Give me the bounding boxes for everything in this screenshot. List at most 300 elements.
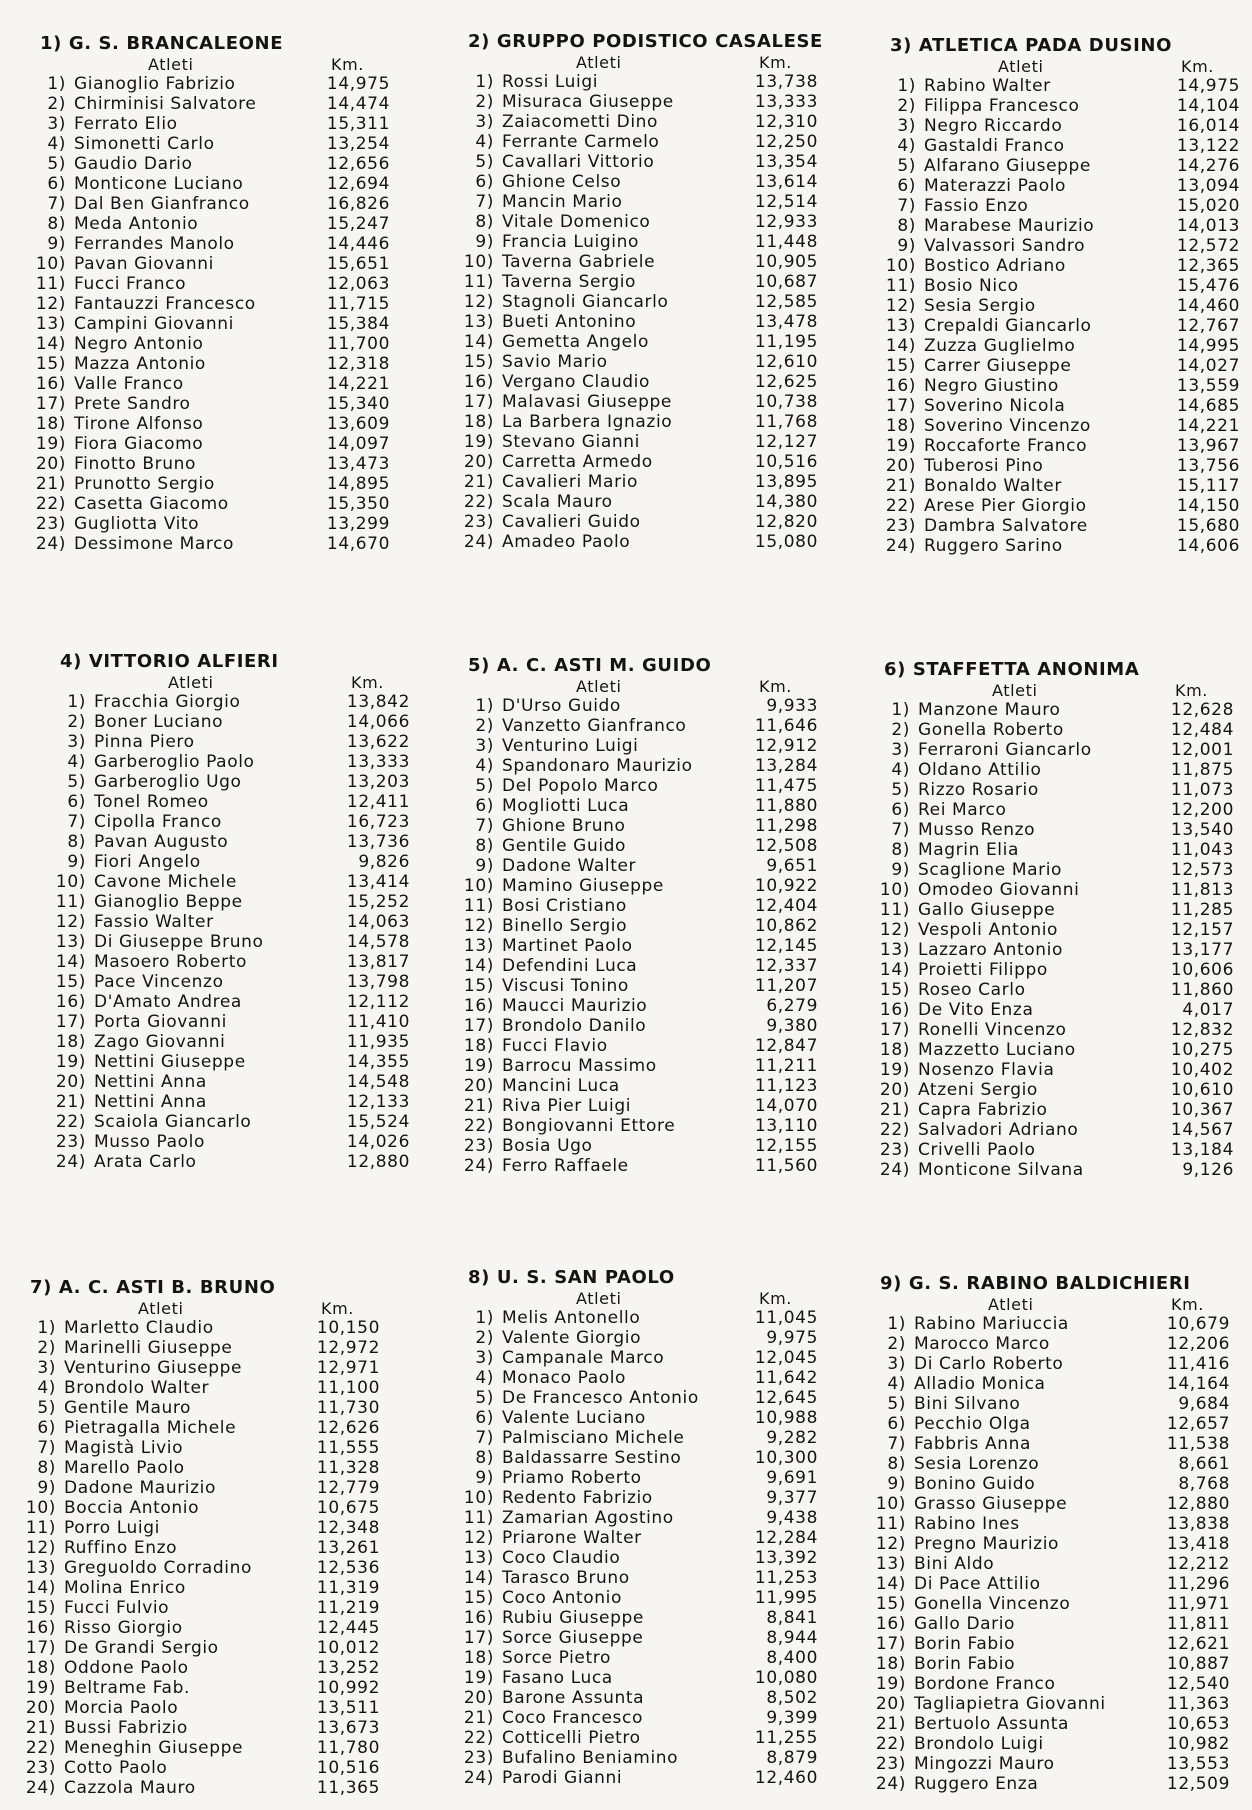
athlete-km: 12,832: [1170, 1020, 1234, 1040]
athlete-km: 13,673: [316, 1718, 380, 1738]
athlete-rank: 20): [879, 1080, 910, 1100]
athlete-name: Di Giuseppe Bruno: [94, 932, 264, 952]
athlete-name: Mazzetto Luciano: [918, 1040, 1076, 1060]
athlete-row: [880, 476, 1250, 496]
athlete-km: 12,348: [316, 1518, 380, 1538]
athlete-rank: 3): [475, 1348, 494, 1368]
athlete-rank: 9): [897, 236, 916, 256]
athlete-name: Musso Renzo: [918, 820, 1036, 840]
athlete-km: 11,073: [1170, 780, 1234, 800]
athlete-name: Pinna Piero: [94, 732, 195, 752]
athlete-km: 12,820: [754, 512, 818, 532]
athlete-row: [20, 1318, 390, 1338]
athlete-km: 9,282: [766, 1428, 818, 1448]
athlete-rank: 24): [463, 1768, 494, 1788]
athlete-name: Mamino Giuseppe: [502, 876, 664, 896]
athlete-row: [50, 1012, 420, 1032]
athlete-name: Ferraroni Giancarlo: [918, 740, 1092, 760]
athlete-rank: 7): [475, 192, 494, 212]
athlete-name: Mancin Mario: [502, 192, 623, 212]
athlete-km: 12,573: [1170, 860, 1234, 880]
athlete-row: [880, 296, 1250, 316]
athlete-name: Ruggero Sarino: [924, 536, 1063, 556]
athlete-km: 11,538: [1166, 1434, 1230, 1454]
athlete-km: 12,625: [754, 372, 818, 392]
athlete-km: 12,626: [316, 1418, 380, 1438]
athlete-name: Vergano Claudio: [502, 372, 650, 392]
athlete-name: Fassio Walter: [94, 912, 214, 932]
athlete-row: [458, 1348, 828, 1368]
athlete-km: 10,738: [754, 392, 818, 412]
athlete-rank: 18): [885, 416, 916, 436]
athlete-row: [880, 436, 1250, 456]
athlete-km: 13,333: [754, 92, 818, 112]
athlete-rank: 11): [885, 276, 916, 296]
athlete-rank: 21): [463, 1096, 494, 1116]
athlete-km: 9,651: [766, 856, 818, 876]
athlete-rank: 1): [887, 1314, 906, 1334]
athlete-name: Roseo Carlo: [918, 980, 1026, 1000]
athlete-rank: 6): [475, 1408, 494, 1428]
athlete-name: Carretta Armedo: [502, 452, 653, 472]
athlete-km: 11,555: [316, 1438, 380, 1458]
athlete-name: Ferrato Elio: [74, 114, 178, 134]
athlete-rank: 22): [463, 1116, 494, 1136]
athletes-column-header: Atleti: [992, 681, 1038, 700]
athlete-rank: 7): [887, 1434, 906, 1454]
athlete-name: Borin Fabio: [914, 1634, 1016, 1654]
athlete-km: 13,354: [754, 152, 818, 172]
athlete-row: [458, 1016, 828, 1036]
athlete-km: 13,736: [346, 832, 410, 852]
athlete-rank: 18): [879, 1040, 910, 1060]
athlete-row: [874, 980, 1244, 1000]
athlete-name: Mazza Antonio: [74, 354, 206, 374]
athlete-rank: 3): [47, 114, 66, 134]
athlete-km: 16,826: [326, 194, 390, 214]
athlete-row: [30, 94, 400, 114]
athlete-rank: 17): [55, 1012, 86, 1032]
athlete-rank: 11): [463, 272, 494, 292]
athlete-km: 14,355: [346, 1052, 410, 1072]
athlete-rank: 14): [885, 336, 916, 356]
athlete-rank: 14): [463, 332, 494, 352]
athlete-row: [458, 916, 828, 936]
athlete-name: Bini Silvano: [914, 1394, 1021, 1414]
athlete-rank: 18): [463, 412, 494, 432]
athlete-row: [870, 1594, 1240, 1614]
athlete-name: Gallo Giuseppe: [918, 900, 1056, 920]
athlete-name: Sorce Pietro: [502, 1648, 611, 1668]
athlete-rank: 19): [875, 1674, 906, 1694]
athlete-row: [458, 1728, 828, 1748]
athlete-rank: 9): [475, 1468, 494, 1488]
athlete-row: [874, 1060, 1244, 1080]
athlete-rank: 12): [463, 1528, 494, 1548]
athlete-row: [30, 374, 400, 394]
athlete-name: Misuraca Giuseppe: [502, 92, 674, 112]
athlete-row: [874, 820, 1244, 840]
athlete-km: 9,826: [358, 852, 410, 872]
km-column-header: Km.: [351, 673, 384, 692]
athlete-km: 12,621: [1166, 1634, 1230, 1654]
athlete-row: [870, 1654, 1240, 1674]
athlete-row: [458, 756, 828, 776]
athlete-row: [458, 252, 828, 272]
column-header: [870, 1296, 1240, 1314]
athlete-name: Cazzola Mauro: [64, 1778, 196, 1798]
athlete-row: [870, 1774, 1240, 1794]
athlete-km: 14,027: [1176, 356, 1240, 376]
athlete-rank: 8): [887, 1454, 906, 1474]
athlete-km: 10,862: [754, 916, 818, 936]
athlete-rank: 5): [887, 1394, 906, 1414]
athlete-name: Cipolla Franco: [94, 812, 222, 832]
athlete-km: 13,184: [1170, 1140, 1234, 1160]
athlete-km: 14,895: [326, 474, 390, 494]
athlete-km: 11,296: [1166, 1574, 1230, 1594]
athlete-name: Zuzza Guglielmo: [924, 336, 1076, 356]
athlete-km: 14,063: [346, 912, 410, 932]
athlete-name: Ferro Raffaele: [502, 1156, 629, 1176]
athlete-row: [20, 1678, 390, 1698]
athlete-row: [20, 1338, 390, 1358]
athlete-name: Spandonaro Maurizio: [502, 756, 693, 776]
athlete-rank: 24): [463, 1156, 494, 1176]
athlete-row: [30, 194, 400, 214]
athlete-name: Cavone Michele: [94, 872, 237, 892]
team-block-8: [458, 1268, 828, 1788]
athlete-km: 13,559: [1176, 376, 1240, 396]
athlete-rank: 9): [67, 852, 86, 872]
athlete-km: 15,117: [1176, 476, 1240, 496]
athlete-rank: 18): [875, 1654, 906, 1674]
athlete-km: 12,212: [1166, 1554, 1230, 1574]
athlete-row: [458, 432, 828, 452]
athlete-row: [870, 1394, 1240, 1414]
athlete-rank: 13): [875, 1554, 906, 1574]
athlete-name: Cotticelli Pietro: [502, 1728, 641, 1748]
athlete-row: [458, 1116, 828, 1136]
athlete-row: [874, 800, 1244, 820]
athlete-km: 11,646: [754, 716, 818, 736]
athlete-name: Lazzaro Antonio: [918, 940, 1063, 960]
athlete-name: Taverna Gabriele: [502, 252, 656, 272]
athlete-name: Gentile Mauro: [64, 1398, 192, 1418]
athlete-name: Rossi Luigi: [502, 72, 599, 92]
athlete-km: 4,017: [1182, 1000, 1234, 1020]
athlete-row: [458, 332, 828, 352]
athlete-km: 11,211: [754, 1056, 818, 1076]
athlete-rank: 16): [463, 1608, 494, 1628]
athlete-rank: 7): [475, 1428, 494, 1448]
athletes-column-header: Atleti: [576, 1289, 622, 1308]
athlete-rank: 3): [897, 116, 916, 136]
athlete-row: [458, 152, 828, 172]
athlete-row: [50, 1072, 420, 1092]
athlete-name: Coco Francesco: [502, 1708, 643, 1728]
athlete-km: 13,842: [346, 692, 410, 712]
athlete-rank: 1): [891, 700, 910, 720]
athlete-name: Binello Sergio: [502, 916, 628, 936]
team-block-1: [30, 34, 400, 554]
athlete-rank: 20): [463, 452, 494, 472]
athlete-km: 12,585: [754, 292, 818, 312]
athlete-rank: 4): [887, 1374, 906, 1394]
athlete-km: 13,254: [326, 134, 390, 154]
athlete-name: Gonella Vincenzo: [914, 1594, 1071, 1614]
athlete-row: [874, 700, 1244, 720]
athlete-name: Pace Vincenzo: [94, 972, 224, 992]
athlete-name: Rabino Walter: [924, 76, 1051, 96]
athlete-km: 12,694: [326, 174, 390, 194]
team-title: 3) ATLETICA PADA DUSINO: [890, 35, 1172, 56]
athlete-km: 10,922: [754, 876, 818, 896]
athlete-km: 11,365: [316, 1778, 380, 1798]
athlete-name: Melis Antonello: [502, 1308, 641, 1328]
athlete-name: Negro Antonio: [74, 334, 204, 354]
athlete-row: [50, 912, 420, 932]
athlete-rank: 10): [25, 1498, 56, 1518]
athlete-km: 12,656: [326, 154, 390, 174]
athlete-name: Gonella Roberto: [918, 720, 1064, 740]
athlete-rank: 3): [475, 736, 494, 756]
athlete-row: [458, 412, 828, 432]
athletes-column-header: Atleti: [148, 55, 194, 74]
athlete-km: 12,411: [346, 792, 410, 812]
athlete-km: 12,572: [1176, 236, 1240, 256]
athletes-column-header: Atleti: [998, 57, 1044, 76]
athlete-row: [870, 1634, 1240, 1654]
athlete-rank: 6): [37, 1418, 56, 1438]
athlete-name: Molina Enrico: [64, 1578, 186, 1598]
athlete-name: Rei Marco: [918, 800, 1007, 820]
athlete-km: 10,606: [1170, 960, 1234, 980]
athlete-name: Fucci Franco: [74, 274, 187, 294]
athlete-row: [458, 1388, 828, 1408]
athlete-name: Monticone Silvana: [918, 1160, 1084, 1180]
athlete-name: Pavan Augusto: [94, 832, 229, 852]
athlete-rank: 4): [891, 760, 910, 780]
athlete-km: 15,252: [346, 892, 410, 912]
athlete-name: Ruggero Enza: [914, 1774, 1039, 1794]
athlete-rank: 17): [463, 392, 494, 412]
athlete-km: 11,319: [316, 1578, 380, 1598]
athlete-name: Alladio Monica: [914, 1374, 1046, 1394]
athlete-name: Di Pace Attilio: [914, 1574, 1041, 1594]
athlete-name: Finotto Bruno: [74, 454, 196, 474]
athlete-km: 12,509: [1166, 1774, 1230, 1794]
athlete-name: Sesia Lorenzo: [914, 1454, 1040, 1474]
athlete-row: [20, 1778, 390, 1798]
athlete-name: Beltrame Fab.: [64, 1678, 190, 1698]
athlete-rank: 11): [25, 1518, 56, 1538]
athlete-row: [458, 856, 828, 876]
athlete-name: De Grandi Sergio: [64, 1638, 219, 1658]
athlete-row: [458, 1628, 828, 1648]
athlete-row: [458, 192, 828, 212]
athlete-km: 14,013: [1176, 216, 1240, 236]
athlete-row: [458, 876, 828, 896]
athlete-km: 9,399: [766, 1708, 818, 1728]
athlete-rank: 13): [55, 932, 86, 952]
athlete-row: [20, 1738, 390, 1758]
athlete-row: [874, 760, 1244, 780]
athlete-row: [880, 156, 1250, 176]
athlete-row: [30, 74, 400, 94]
athlete-name: D'Urso Guido: [502, 696, 621, 716]
athlete-km: 13,392: [754, 1548, 818, 1568]
athlete-name: Mogliotti Luca: [502, 796, 630, 816]
athlete-rank: 19): [879, 1060, 910, 1080]
athlete-row: [458, 1076, 828, 1096]
athlete-name: Bonaldo Walter: [924, 476, 1062, 496]
athlete-km: 11,298: [754, 816, 818, 836]
athlete-name: Magistà Livio: [64, 1438, 184, 1458]
athlete-name: Porro Luigi: [64, 1518, 160, 1538]
athlete-name: Gastaldi Franco: [924, 136, 1065, 156]
athlete-name: Valvassori Sandro: [924, 236, 1086, 256]
athlete-km: 8,879: [766, 1748, 818, 1768]
athlete-row: [880, 116, 1250, 136]
athlete-km: 11,100: [316, 1378, 380, 1398]
athlete-rank: 8): [891, 840, 910, 860]
athlete-rank: 11): [879, 900, 910, 920]
athlete-rank: 14): [463, 1568, 494, 1588]
athlete-row: [20, 1438, 390, 1458]
athlete-rank: 22): [25, 1738, 56, 1758]
athlete-row: [874, 1120, 1244, 1140]
athlete-row: [20, 1638, 390, 1658]
athlete-km: 10,516: [316, 1758, 380, 1778]
athlete-km: 8,768: [1178, 1474, 1230, 1494]
athlete-name: Amadeo Paolo: [502, 532, 631, 552]
athlete-km: 10,905: [754, 252, 818, 272]
athlete-km: 8,661: [1178, 1454, 1230, 1474]
athlete-name: Bueti Antonino: [502, 312, 637, 332]
athlete-km: 15,340: [326, 394, 390, 414]
athlete-name: Salvadori Adriano: [918, 1120, 1079, 1140]
athlete-rank: 8): [475, 1448, 494, 1468]
athlete-km: 15,476: [1176, 276, 1240, 296]
athlete-row: [874, 1140, 1244, 1160]
athlete-name: Martinet Paolo: [502, 936, 633, 956]
athlete-km: 12,284: [754, 1528, 818, 1548]
athlete-row: [30, 534, 400, 554]
athlete-row: [880, 216, 1250, 236]
athlete-km: 10,675: [316, 1498, 380, 1518]
athlete-row: [880, 96, 1250, 116]
athlete-row: [880, 356, 1250, 376]
athlete-rank: 7): [47, 194, 66, 214]
athlete-km: 16,723: [346, 812, 410, 832]
athlete-row: [458, 1488, 828, 1508]
athlete-rank: 1): [37, 1318, 56, 1338]
athlete-row: [870, 1674, 1240, 1694]
athlete-rank: 22): [879, 1120, 910, 1140]
athlete-name: Cavalieri Guido: [502, 512, 641, 532]
column-header: [458, 54, 828, 72]
athlete-name: Chirminisi Salvatore: [74, 94, 257, 114]
athlete-rank: 15): [463, 976, 494, 996]
athlete-name: Fracchia Giorgio: [94, 692, 241, 712]
athlete-km: 9,684: [1178, 1394, 1230, 1414]
athlete-row: [30, 494, 400, 514]
athlete-rank: 7): [475, 816, 494, 836]
athlete-row: [458, 776, 828, 796]
athlete-km: 16,014: [1176, 116, 1240, 136]
athlete-rank: 20): [463, 1688, 494, 1708]
athlete-row: [458, 1036, 828, 1056]
athlete-rank: 4): [897, 136, 916, 156]
athlete-name: Bongiovanni Ettore: [502, 1116, 676, 1136]
athlete-name: Dadone Walter: [502, 856, 637, 876]
athlete-km: 11,700: [326, 334, 390, 354]
athlete-rank: 19): [463, 1668, 494, 1688]
athlete-km: 12,508: [754, 836, 818, 856]
athlete-rank: 13): [885, 316, 916, 336]
athlete-row: [874, 1040, 1244, 1060]
athlete-km: 11,730: [316, 1398, 380, 1418]
athlete-km: 12,779: [316, 1478, 380, 1498]
athlete-name: Marello Paolo: [64, 1458, 185, 1478]
athlete-row: [458, 1528, 828, 1548]
athlete-row: [458, 736, 828, 756]
athlete-rank: 18): [55, 1032, 86, 1052]
athlete-row: [30, 254, 400, 274]
athlete-name: Oldano Attilio: [918, 760, 1042, 780]
athlete-rank: 21): [25, 1718, 56, 1738]
athlete-name: Bertuolo Assunta: [914, 1714, 1070, 1734]
athlete-km: 15,311: [326, 114, 390, 134]
athlete-km: 12,484: [1170, 720, 1234, 740]
athlete-rank: 2): [475, 716, 494, 736]
athlete-rank: 13): [25, 1558, 56, 1578]
athlete-row: [880, 196, 1250, 216]
athlete-name: Masoero Roberto: [94, 952, 247, 972]
athlete-name: Zamarian Agostino: [502, 1508, 674, 1528]
athlete-name: Soverino Nicola: [924, 396, 1066, 416]
athlete-name: Malavasi Giuseppe: [502, 392, 672, 412]
athlete-name: Gianoglio Beppe: [94, 892, 243, 912]
athlete-name: Ronelli Vincenzo: [918, 1020, 1067, 1040]
athlete-name: Brondolo Walter: [64, 1378, 210, 1398]
athlete-row: [458, 1448, 828, 1468]
athlete-name: Marocco Marco: [914, 1334, 1050, 1354]
athlete-rank: 21): [35, 474, 66, 494]
athlete-km: 10,982: [1166, 1734, 1230, 1754]
athlete-row: [874, 900, 1244, 920]
athlete-rank: 20): [885, 456, 916, 476]
athlete-km: 11,219: [316, 1598, 380, 1618]
athlete-rank: 17): [463, 1628, 494, 1648]
athlete-row: [458, 1708, 828, 1728]
column-header: [30, 56, 400, 74]
athlete-row: [50, 792, 420, 812]
athlete-rank: 11): [463, 896, 494, 916]
athlete-name: Fiora Giacomo: [74, 434, 204, 454]
athlete-km: 12,133: [346, 1092, 410, 1112]
athlete-km: 9,126: [1182, 1160, 1234, 1180]
athletes-column-header: Atleti: [576, 53, 622, 72]
athlete-row: [874, 780, 1244, 800]
athlete-row: [880, 376, 1250, 396]
athlete-name: Gemetta Angelo: [502, 332, 649, 352]
km-column-header: Km.: [759, 677, 792, 696]
athlete-rank: 8): [37, 1458, 56, 1478]
athlete-km: 13,414: [346, 872, 410, 892]
athlete-row: [870, 1494, 1240, 1514]
